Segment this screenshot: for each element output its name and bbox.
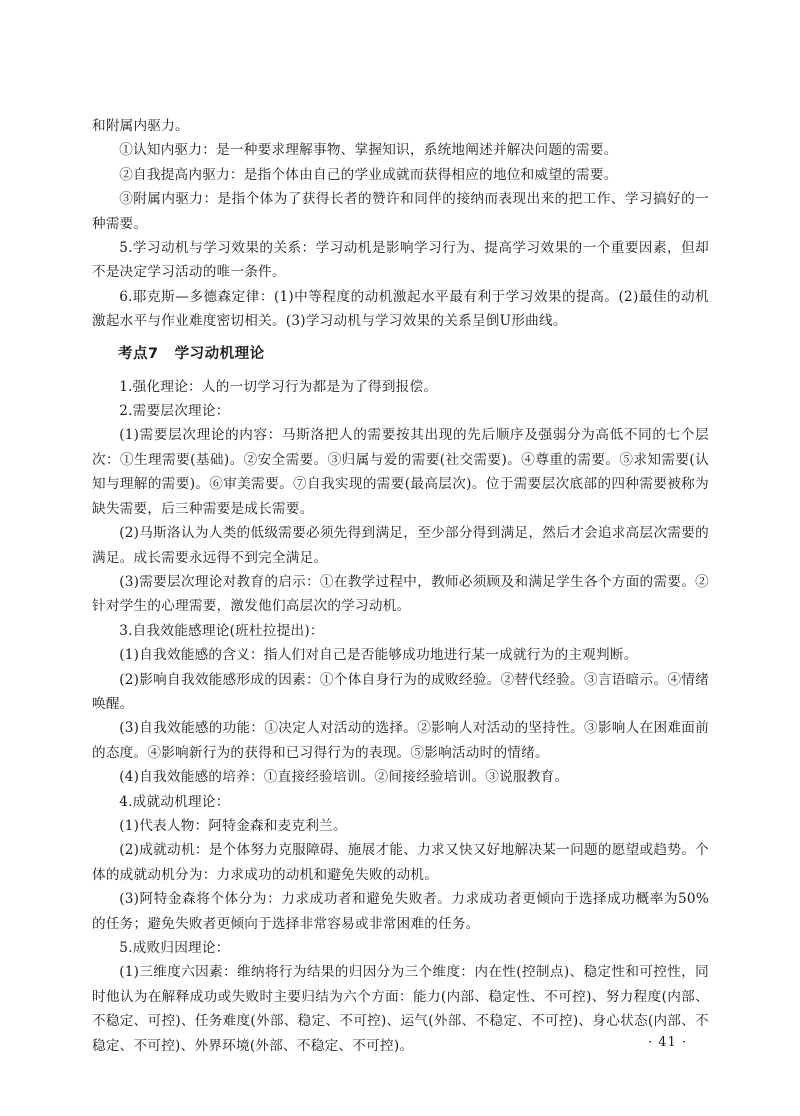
paragraph: 3.自我效能感理论(班杜拉提出)：	[119, 622, 324, 639]
paragraph: 4.成就动机理论：	[119, 793, 230, 810]
paragraph: (4)自我效能感的培养：①直接经验培训。②间接经验培训。③说服教育。	[119, 769, 569, 786]
paragraph: (1)代表人物：阿特金森和麦克利兰。	[119, 817, 347, 834]
section-title: 学习动机理论	[174, 345, 265, 362]
paragraph: (1)自我效能感的含义：指人们对自己是否能够成功地进行某一成就行为的主观判断。	[119, 647, 638, 664]
paragraph: ③附属内驱力：是指个体为了获得长者的赞许和同伴的接纳而表现出来的把工作、学习搞好的一种需要。	[92, 191, 709, 232]
paragraph: (3)阿特金森将个体分为：力求成功者和避免失败者。力求成功者更倾向于选择成功概率为50%的任务；避免失败者更倾向于选择非常容易或非常困难的任务。	[92, 891, 709, 932]
paragraph: (3)自我效能感的功能：①决定人对活动的选择。②影响人对活动的坚持性。③影响人在困难面前的态度。④影响新行为的获得和已习得行为的表现。⑤影响活动时的情绪。	[92, 720, 709, 761]
paragraph: (2)影响自我效能感形成的因素：①个体自身行为的成败经验。②替代经验。③言语暗示。④情绪唤醒。	[92, 671, 709, 712]
paragraph: 1.强化理论：人的一切学习行为都是为了得到报偿。	[119, 378, 438, 395]
paragraph: (2)成就动机：是个体努力克服障碍、施展才能、力求又快又好地解决某一问题的愿望或趋势。个体的成就动机分为：力求成功的动机和避免失败的动机。	[92, 842, 709, 883]
paragraph: (1)需要层次理论的内容：马斯洛把人的需要按其出现的先后顺序及强弱分为高低不同的七个层次：①生理需要(基础)。②安全需要。③归属与爱的需要(社交需要)。④尊重的需要。⑤求知需要(认知与理解的需要)。⑥审美需要。⑦自我实现的需要(最高层次)。位于需要层次底部的四种需要被称为缺失需要，后三种需要是成长需要。	[92, 427, 709, 517]
section-heading	[92, 342, 709, 366]
paragraph: (1)三维度六因素：维纳将行为结果的归因分为三个维度：内在性(控制点)、稳定性和可控性，同时他认为在解释成功或失败时主要归结为六个方面：能力(内部、稳定性、不可控)、努力程度(内部、不稳定、可控)、任务难度(外部、稳定、不可控)、运气(外部、不稳定、不可控)、身心状态(内部、不稳定、不可控)、外界环境(外部、不稳定、不可控)。	[92, 964, 709, 1054]
paragraph: 5.学习动机与学习效果的关系：学习动机是影响学习行为、提高学习效果的一个重要因素，但却不是决定学习活动的唯一条件。	[92, 240, 709, 281]
page-number: · 41 ·	[648, 1035, 688, 1050]
paragraph: (2)马斯洛认为人类的低级需要必须先得到满足，至少部分得到满足，然后才会追求高层次需要的满足。成长需要永远得不到完全满足。	[92, 525, 709, 566]
paragraph: 和附属内驱力。	[92, 118, 189, 134]
section-label: 考点7	[118, 345, 159, 362]
paragraph: ①认知内驱力：是一种要求理解事物、掌握知识，系统地阐述并解决问题的需要。	[119, 142, 618, 159]
paragraph: 6.耶克斯—多德森定律：(1)中等程度的动机激起水平最有利于学习效果的提高。(2)最佳的动机激起水平与作业难度密切相关。(3)学习动机与学习效果的关系呈倒U形曲线。	[92, 288, 709, 330]
paragraph: 2.需要层次理论：	[119, 403, 230, 420]
paragraph: ②自我提高内驱力：是指个体由自己的学业成就而获得相应的地位和威望的需要。	[119, 166, 618, 183]
page-content	[92, 114, 709, 1058]
paragraph: (3)需要层次理论对教育的启示：①在教学过程中，教师必须顾及和满足学生各个方面的需要。②针对学生的心理需要，激发他们高层次的学习动机。	[92, 573, 709, 615]
paragraph: 5.成败归因理论：	[119, 940, 230, 956]
